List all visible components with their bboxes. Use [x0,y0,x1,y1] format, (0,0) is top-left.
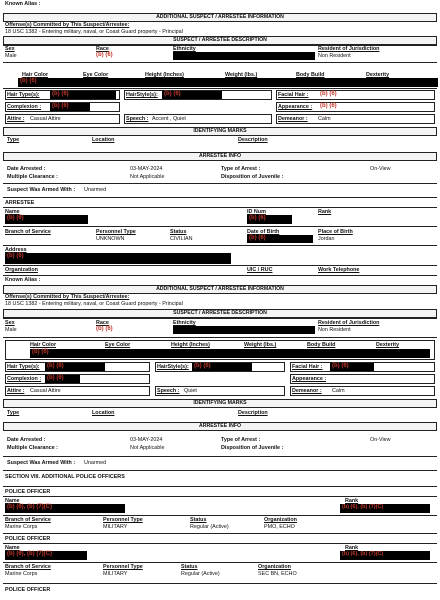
arrestee-info-title-1: ARRESTEE INFO [3,152,437,161]
dexterity-col-1: Dexterity [366,72,390,78]
hair-style-label-2: HairStyle(s): [157,364,189,370]
body-build-col-1: Body Build [296,72,325,78]
resident-label-1: Resident of Jurisdiction [318,46,380,52]
officer-1-rank-label: Rank [345,498,359,504]
resident-value-2: Non Resident [318,327,351,333]
hair-color-value-1: (b) (6) [18,78,438,87]
sex-value-1: Male [5,53,17,59]
race-label-1: Race [96,46,109,52]
arrestee-alias-label: Known Alias : [5,277,41,283]
disposition-label-1: Disposition of Juvenile : [221,174,284,180]
body-build-col-2: Body Build [307,342,336,348]
attire-value-1: Casual Attire [30,116,61,122]
section-8-title: SECTION VIII. ADDITIONAL POLICE OFFICERS [5,474,125,480]
weight-col-2: Weight (lbs.) [244,342,277,348]
marks-description-col-1: Description [238,137,268,143]
arrestee-personnel-label: Personnel Type [96,229,136,235]
offense-text-2: 18 USC 1382 - Entering military, naval, or Coast Guard property - Principal [5,301,183,307]
officer-2-name-value: (b) (6), (b) (7)(C) [5,551,87,560]
top-alias-label: Known Alias : [5,1,41,7]
demeanor-label-1: Demeanor : [278,116,308,122]
arrestee-info-title-2: ARRESTEE INFO [3,422,437,431]
officer-2-title: POLICE OFFICER [5,536,51,542]
officer-1-branch-label: Branch of Service [5,517,51,523]
type-arrest-label-1: Type of Arrest : [221,166,261,172]
section-1-title: ADDITIONAL SUSPECT / ARRESTEE INFORMATION [3,13,437,22]
arrestee-pob-value: Jordan [318,236,335,242]
race-label-2: Race [96,320,109,326]
hair-type-value-2: (b) (6) [45,363,105,371]
officer-1-name-value: (b) (6), (b) (7)(C) [5,504,125,513]
date-arrested-value-2: 03-MAY-2024 [130,437,163,443]
type-arrest-value-2: On-View [370,437,391,443]
appearance-label-2: Appearance : [292,376,327,382]
speech-label-2: Speech : [157,388,180,394]
officer-1-rank-value: (b) (6), (b) (7)(C) [340,504,430,513]
multiple-clearance-label-1: Multiple Clearance : [7,174,58,180]
hair-color-col-1: Hair Color [22,72,49,78]
arrestee-address-label: Address [5,247,27,253]
facial-hair-label-2: Facial Hair : [292,364,323,370]
appearance-label-1: Appearance : [278,104,313,110]
attire-label-1: Attire : [7,116,25,122]
sex-value-2: Male [5,327,17,333]
height-col-1: Height (Inches) [145,72,184,78]
demeanor-value-1: Calm [318,116,331,122]
hair-style-label-1: HairStyle(s): [126,92,158,98]
arrestee-name-value: (b) (6) [5,215,88,224]
appearance-value-1: (b) (6) [320,103,337,109]
complexion-value-2: (b) (6) [45,375,80,383]
arrestee-dob-label: Date of Birth [247,229,280,235]
type-arrest-value-1: On-View [370,166,391,172]
arrestee-name-label: Name [5,209,20,215]
eye-color-col-1: Eye Color [83,72,109,78]
arrestee-personnel-value: UNKNOWN [96,236,125,242]
multiple-clearance-value-2: Not Applicable [130,445,165,451]
hair-type-label-1: Hair Type(s): [7,92,40,98]
officer-2-org-value: SEC BN, ECHO [258,571,297,577]
desc-title-1: SUSPECT / ARRESTEE DESCRIPTION [3,36,437,45]
speech-value-2: Quiet [184,388,197,394]
attire-label-2: Attire : [7,388,25,394]
footer-officer-title: POLICE OFFICER [5,587,51,593]
armed-label-1: Suspect Was Armed With : [7,187,76,193]
officer-2-status-value: Regular (Active) [181,571,220,577]
officer-2-branch-label: Branch of Service [5,564,51,570]
desc-title-2: SUSPECT / ARRESTEE DESCRIPTION [3,309,437,318]
hair-color-col-2: Hair Color [30,342,57,348]
ethnicity-label-2: Ethnicity [173,320,196,326]
arrestee-status-label: Status [170,229,187,235]
marks-type-col-2: Type [7,410,20,416]
hair-style-value-1: (b) (6) [162,91,222,99]
resident-label-2: Resident of Jurisdiction [318,320,380,326]
ethnicity-redaction-2 [173,326,315,334]
demeanor-value-2: Calm [332,388,345,394]
officer-1-status-value: Regular (Active) [190,524,229,530]
complexion-label-1: Complexion : [7,104,42,110]
multiple-clearance-label-2: Multiple Clearance : [7,445,58,451]
demeanor-label-2: Demeanor : [292,388,322,394]
date-arrested-label-2: Date Arrested : [7,437,46,443]
ethnicity-redaction-1 [173,52,315,60]
armed-value-1: Unarmed [84,187,107,193]
eye-color-col-2: Eye Color [105,342,131,348]
offense-label-1: Offense(s) Committed by This Suspect/Arrestee: [5,22,130,28]
arrestee-dob-value: (b) (6) [247,235,313,243]
sex-label-1: Sex [5,46,15,52]
race-value-1: (b) (6) [96,52,113,58]
sex-label-2: Sex [5,320,15,326]
facial-hair-label-1: Facial Hair : [278,92,309,98]
officer-2-personnel-value: MILITARY [103,571,128,577]
hair-color-value-2: (b) (6) [30,349,430,358]
arrestee-pob-label: Place of Birth [318,229,353,235]
hair-type-value-1: (b) (6) [50,91,116,99]
marks-location-col-2: Location [92,410,115,416]
disposition-label-2: Disposition of Juvenile : [221,445,284,451]
armed-value-2: Unarmed [84,460,107,466]
officer-2-branch-value: Marine Corps [5,571,38,577]
arrestee-uic-label: UIC / RUC [247,267,273,273]
hair-type-label-2: Hair Type(s): [7,364,40,370]
arrestee-id-value: (b) (6) [247,215,292,224]
arrestee-title: ARRESTEE [5,200,35,206]
facial-hair-value-1: (b) (6) [320,91,337,97]
height-col-2: Height (Inches) [171,342,210,348]
ethnicity-label-1: Ethnicity [173,46,196,52]
marks-title-1: IDENTIFYING MARKS [3,127,437,136]
marks-type-col-1: Type [7,137,20,143]
speech-value-1: Accent , Quiet [152,116,186,122]
officer-1-branch-value: Marine Corps [5,524,38,530]
arrestee-rank-label: Rank [318,209,332,215]
facial-hair-value-2: (b) (6) [330,363,374,371]
officer-1-personnel-value: MILITARY [103,524,128,530]
date-arrested-label-1: Date Arrested : [7,166,46,172]
arrestee-work-label: Work Telephone [318,267,360,273]
officer-2-personnel-label: Personnel Type [103,564,143,570]
officer-1-org-value: PMO, ECHO [264,524,295,530]
offense-label-2: Offense(s) Committed by This Suspect/Arrestee: [5,294,130,300]
officer-2-status-label: Status [181,564,198,570]
arrestee-address-value: (b) (6) [5,253,231,264]
hair-style-value-2: (b) (6) [192,363,252,371]
section-2-title: ADDITIONAL SUSPECT / ARRESTEE INFORMATION [3,285,437,294]
weight-col-1: Weight (lbs.) [225,72,258,78]
arrestee-status-value: CIVILIAN [170,236,193,242]
multiple-clearance-value-1: Not Applicable [130,174,165,180]
officer-1-status-label: Status [190,517,207,523]
marks-description-col-2: Description [238,410,268,416]
officer-1-org-label: Organization [264,517,297,523]
officer-2-rank-label: Rank [345,545,359,551]
officer-2-name-label: Name [5,545,20,551]
officer-1-personnel-label: Personnel Type [103,517,143,523]
race-value-2: (b) (6) [96,326,113,332]
arrestee-org-label: Organization [5,267,38,273]
offense-text-1: 18 USC 1382 - Entering military, naval, or Coast Guard property - Principal [5,29,183,35]
marks-title-2: IDENTIFYING MARKS [3,399,437,408]
type-arrest-label-2: Type of Arrest : [221,437,261,443]
dexterity-col-2: Dexterity [376,342,400,348]
speech-label-1: Speech : [126,116,149,122]
complexion-label-2: Complexion : [7,376,42,382]
armed-label-2: Suspect Was Armed With : [7,460,76,466]
officer-1-title: POLICE OFFICER [5,489,51,495]
complexion-value-1: (b) (6) [50,103,90,111]
attire-value-2: Casual Attire [30,388,61,394]
arrestee-branch-label: Branch of Service [5,229,51,235]
arrestee-id-label: ID Num [247,209,266,215]
marks-location-col-1: Location [92,137,115,143]
resident-value-1: Non Resident [318,53,351,59]
officer-2-org-label: Organization [258,564,291,570]
date-arrested-value-1: 03-MAY-2024 [130,166,163,172]
officer-2-rank-value: (b) (6), (b) (7)(C) [340,551,430,560]
officer-1-name-label: Name [5,498,20,504]
